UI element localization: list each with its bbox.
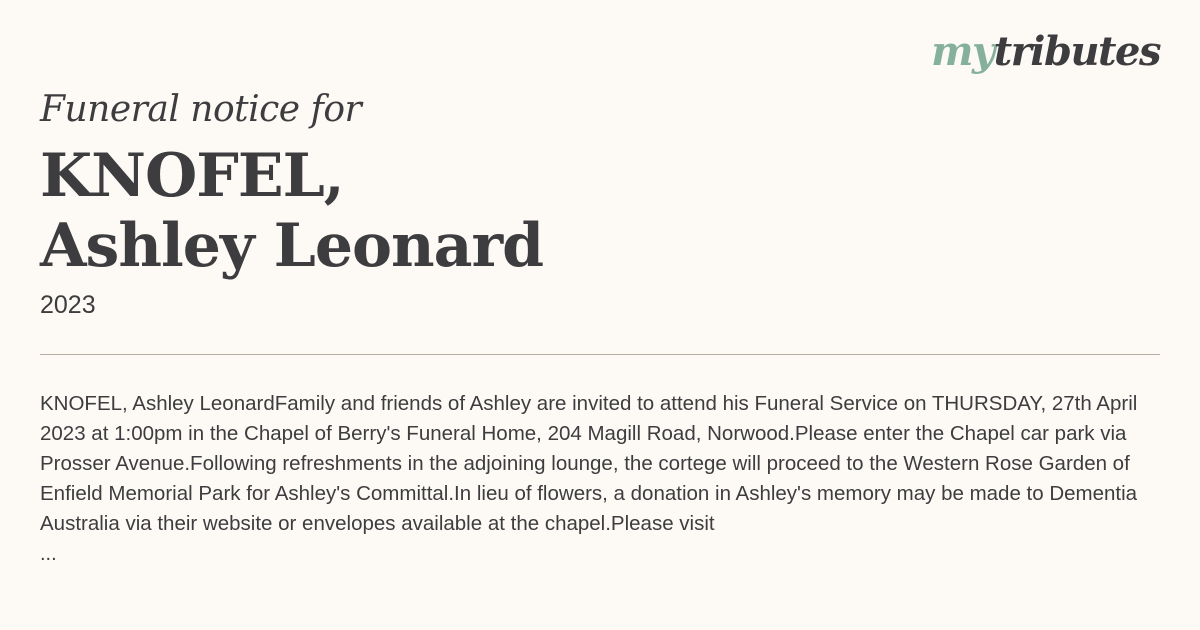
section-divider (40, 354, 1160, 355)
notice-year: 2023 (40, 291, 96, 319)
notice-body-text: KNOFEL, Ashley LeonardFamily and friends of Ashley are invited to attend his Funeral Service on THURSDAY, 27th April 2023 at 1:00pm in the Chapel of Berry's Funeral Home, 204 Magill Road, Norwood.Please enter the Chapel car park via Prosser Avenue.Following refreshments in the adjoining lounge, the cortege will proceed to the Western Rose Garden of Enfield Memorial Park for Ashley's Committal.In lieu of flowers, a donation in Ashley's memory may be made to Dementia Australia via their website or envelopes available at the chapel.Please visit (40, 392, 1138, 535)
notice-heading: Funeral notice for (40, 89, 362, 130)
truncation-ellipsis: ... (40, 543, 57, 565)
logo-suffix: tributes (993, 28, 1160, 75)
deceased-given-names: Ashley Leonard (40, 211, 544, 281)
mytributes-logo[interactable] (931, 28, 1160, 75)
logo-prefix: my (931, 28, 994, 75)
deceased-surname: KNOFEL, (40, 141, 344, 211)
